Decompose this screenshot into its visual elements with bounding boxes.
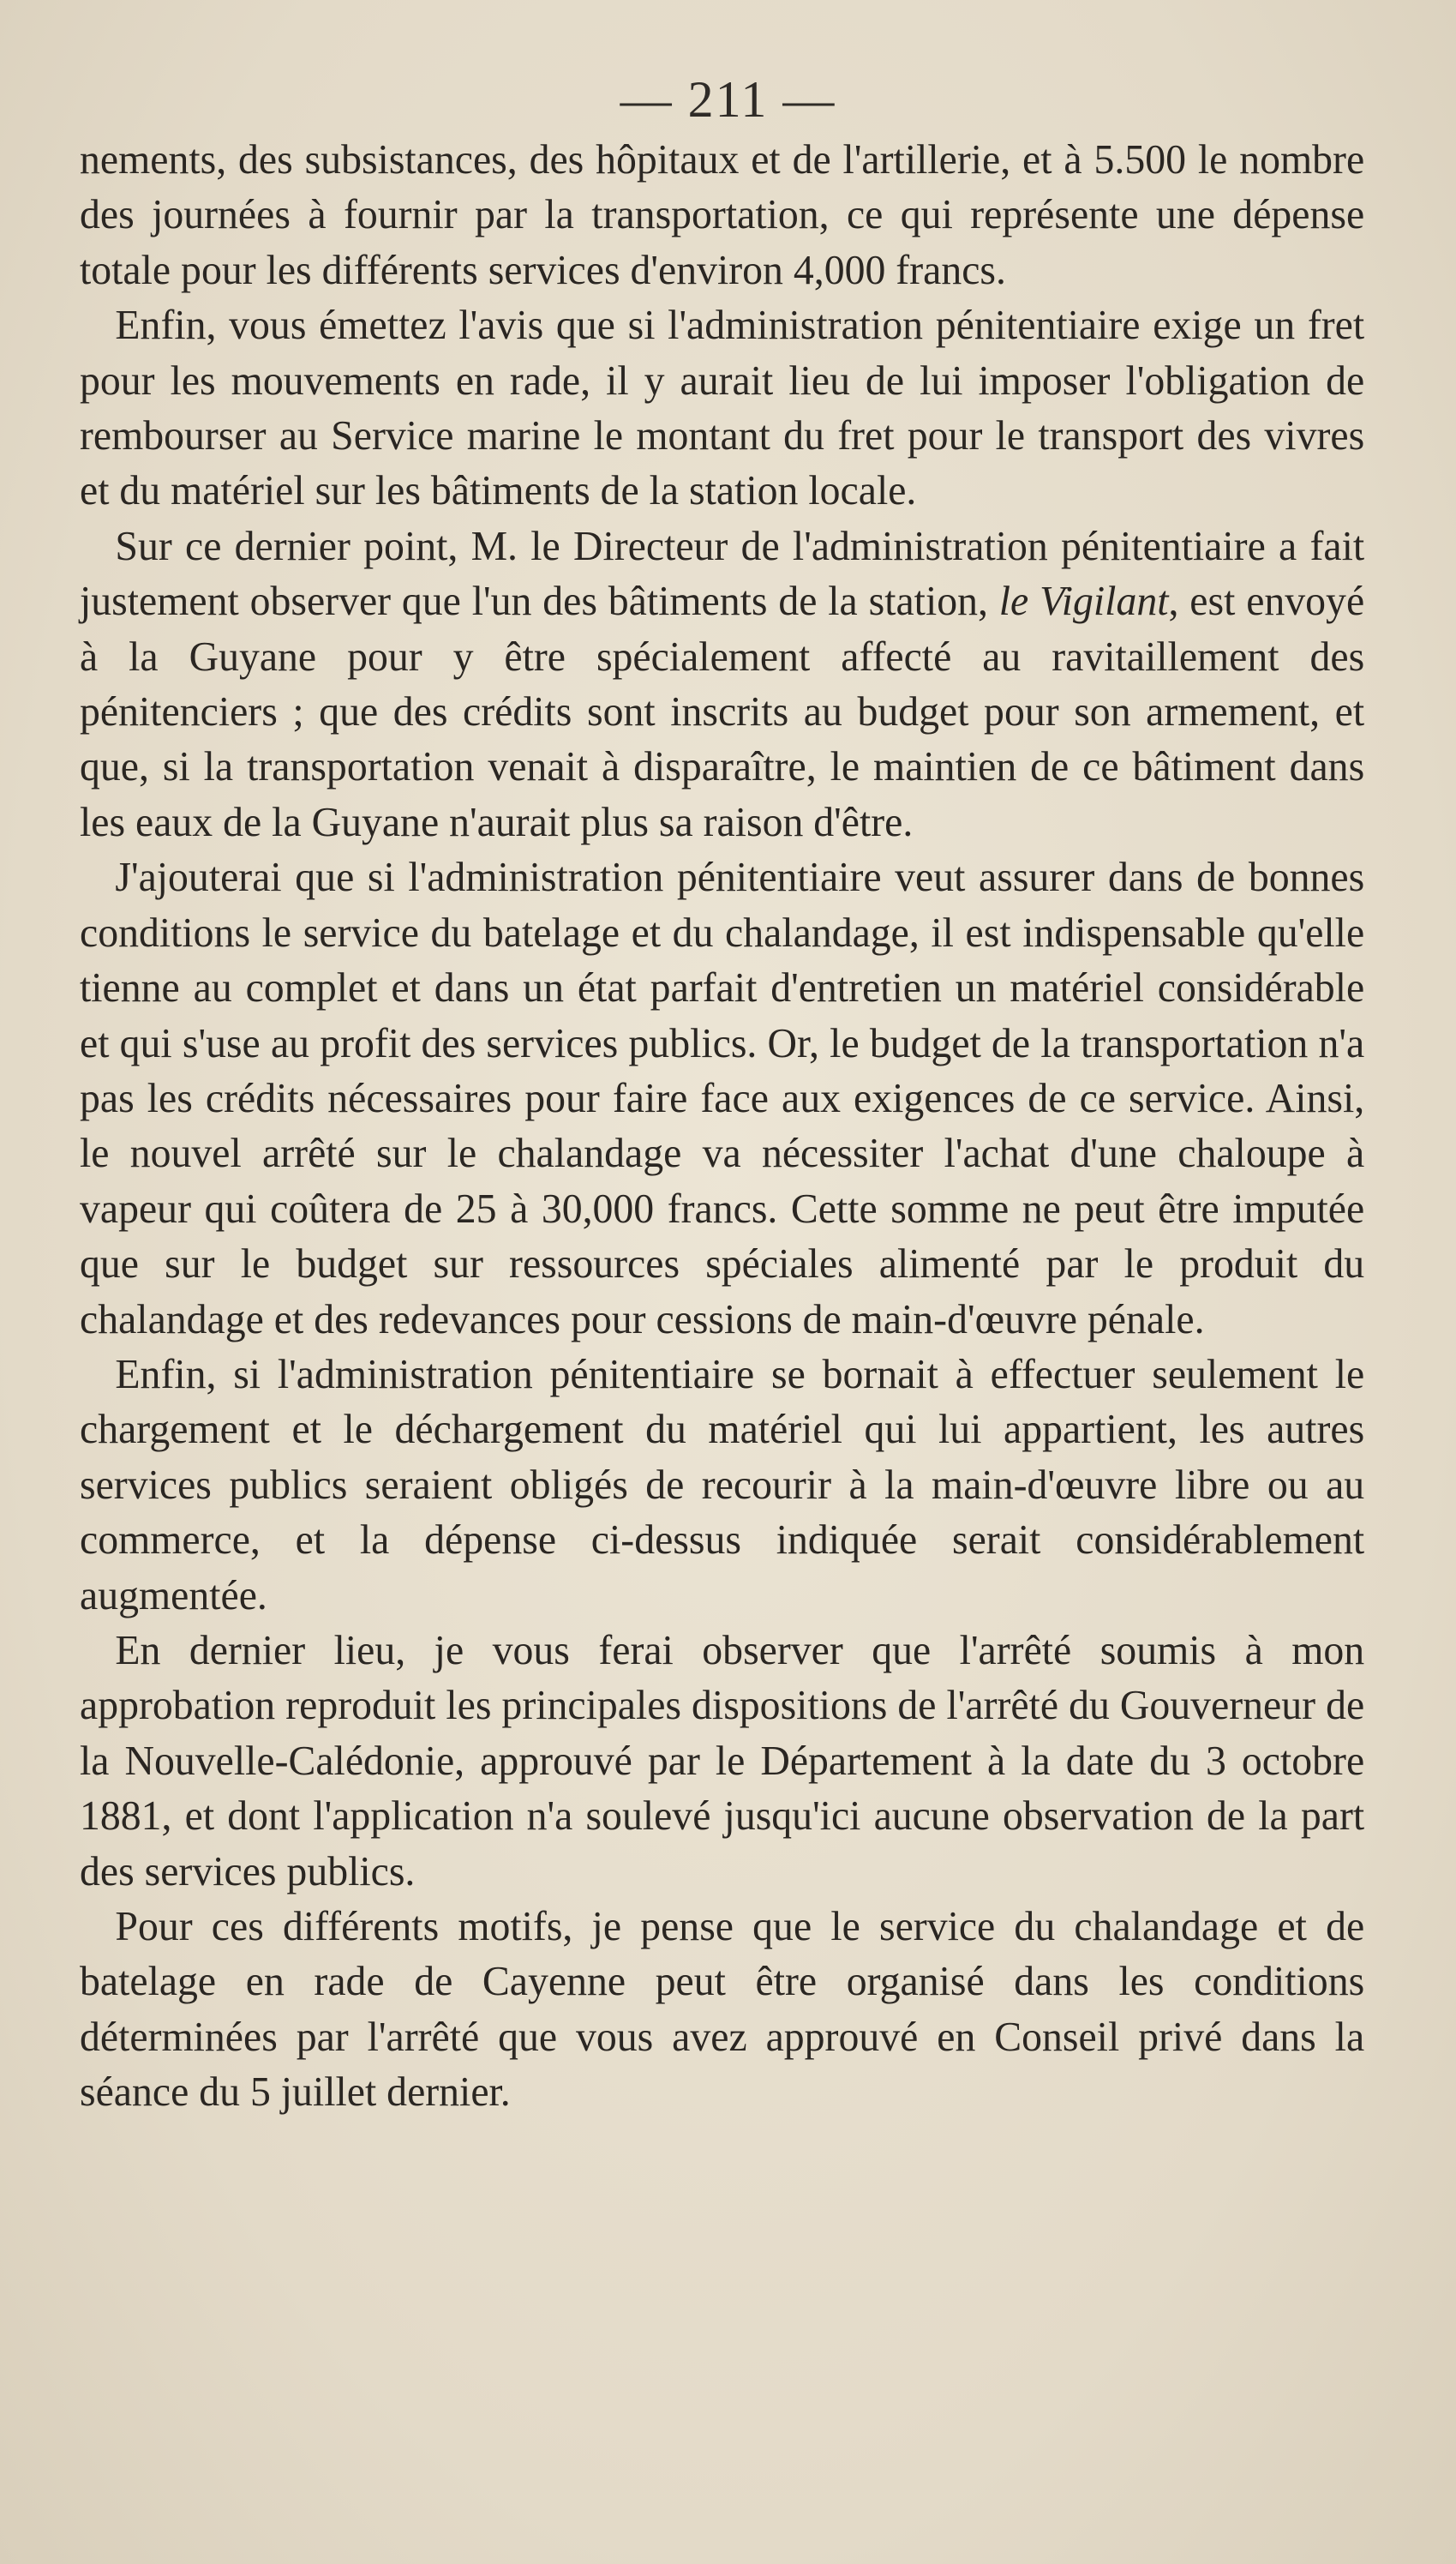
page-number: — 211 — xyxy=(620,71,836,128)
paragraph-7: Pour ces différents motifs, je pense que le service du chalandage et de batelage en rade de Cayenne peut être organisé dans les conditions déterminées par l'arrêté que vous avez approuvé en Conseil privé dans la séance du 5 juillet dernier. xyxy=(80,1904,1365,2116)
paragraph-3-part-1: Sur ce dernier point, M. le Directeur de l'administration pénitentiaire a fait justement observer que l'un des bâtiments de la station, xyxy=(80,523,1365,625)
paragraph-4: J'ajouterai que si l'administration pénitentiaire veut assurer dans de bonnes conditions le service du batelage et du chalandage, il est indispensable qu'elle tienne au complet et dans un état parfait d'entretien un matériel considérable et qui s'use au profit des services publics. Or, le budget de la transportation n'a pas les crédits nécessaires pour faire face aux exigences de ce service. Ainsi, le nouvel arrêté sur le chalandage va nécessiter l'achat d'une chaloupe à vapeur qui coûtera de 25 à 30,000 francs. Cette somme ne peut être imputée que sur le budget sur ressources spéciales alimenté par le produit du chalandage et des redevances pour cessions de main-d'œuvre pénale. xyxy=(80,855,1365,1342)
paragraph-3 xyxy=(80,519,1364,850)
paragraph-3-part-2: , est envoyé à la Guyane pour y être spécialement affecté au ravitaillement des pénitenciers ; que des crédits sont inscrits au budget pour son armement, et que, si la transportation venait à disparaître, le maintien de ce bâtiment dans les eaux de la Guyane n'aurait plus sa raison d'être. xyxy=(80,579,1365,845)
body-text xyxy=(80,133,1384,2121)
paragraph-2: Enfin, vous émettez l'avis que si l'administration pénitentiaire exige un fret pour les mouvements en rade, il y aurait lieu de lui imposer l'obligation de rembourser au Service marine le montant du fret pour le transport des vivres et du matériel sur les bâtiments de la station locale. xyxy=(80,303,1365,514)
paragraph-1: nements, des subsistances, des hôpitaux et de l'artillerie, et à 5.500 le nombre des journées à fournir par la transportation, ce qui représente une dépense totale pour les différents services d'environ 4,000 francs. xyxy=(80,137,1365,293)
ship-name: le Vigilant xyxy=(998,579,1169,625)
paragraph-6: En dernier lieu, je vous ferai observer que l'arrêté soumis à mon approbation reproduit les principales dispositions de l'arrêté du Gouverneur de la Nouvelle-Calédonie, approuvé par le Département à la date du 3 octobre 1881, et dont l'application n'a soulevé jusqu'ici aucune observation de la part des services publics. xyxy=(80,1627,1365,1894)
paragraph-5: Enfin, si l'administration pénitentiaire se bornait à effectuer seulement le chargement et le déchargement du matériel qui lui appartient, les autres services publics seraient obligés de recourir à la main-d'œuvre libre ou au commerce, et la dépense ci-dessus indiquée serait considérablement augmentée. xyxy=(80,1351,1365,1618)
